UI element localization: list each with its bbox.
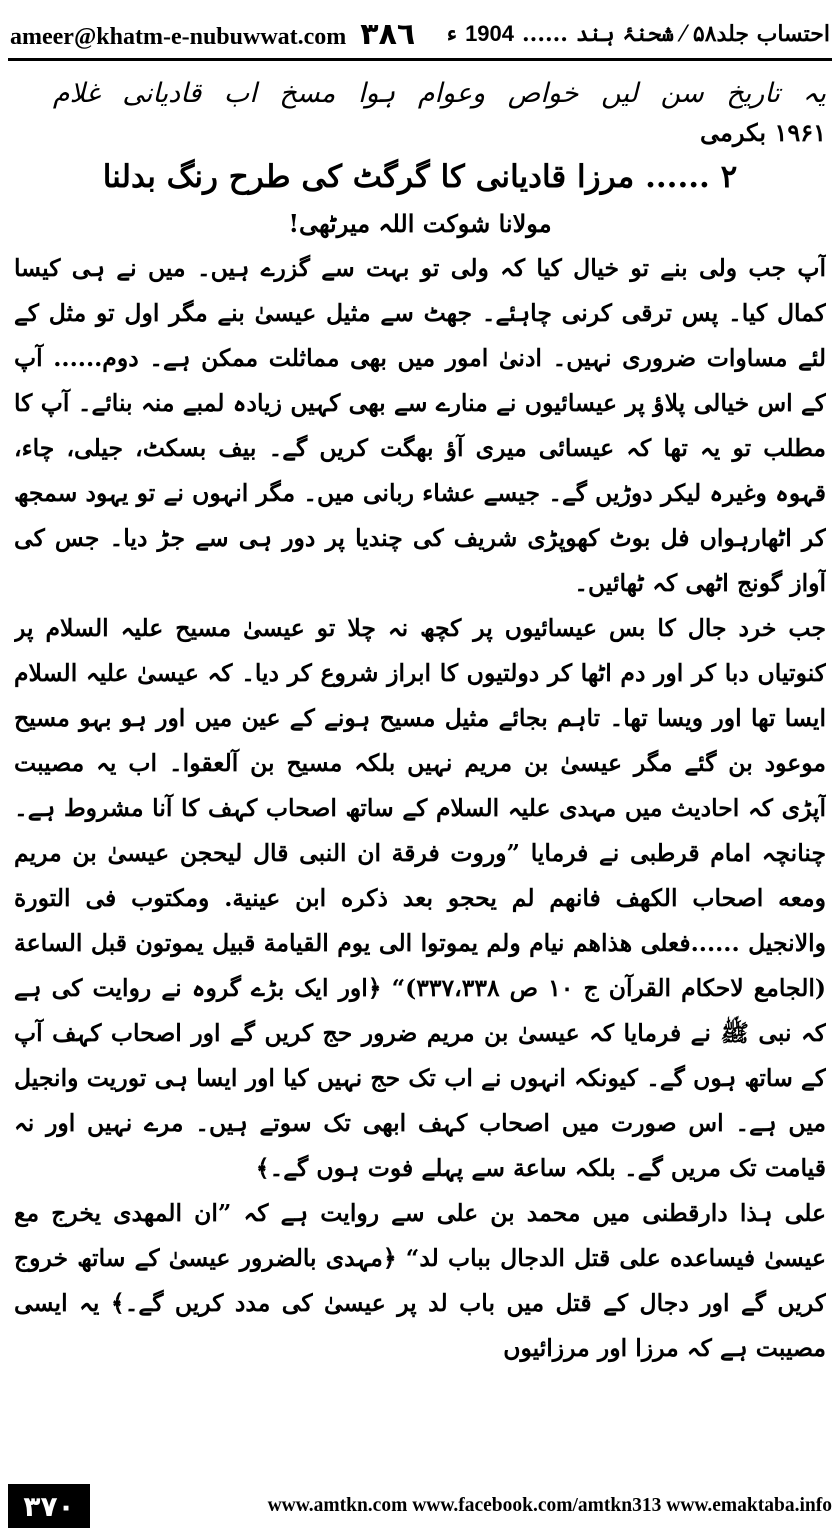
paragraph: جب خرد جال کا بس عیسائیوں پر کچھ نہ چلا تو عیسیٰ مسیح علیہ السلام پر کنوتیاں دبا کر اور دم اٹھا کر دولتیوں کا ابراز شروع کر دیا۔ کہ عیسیٰ علیہ السلام ایسا تھا اور ویسا تھا۔ تاہم بجائے مثیل مسیح ہونے کے عین میں اور ہو بہو مسیح موعود بن گئے مگر عیسیٰ بن مریم نہیں بلکہ مسیح بن آلعقوا۔ اب یہ مصیبت آپڑی کہ احادیث میں مہدی علیہ السلام کے ساتھ اصحاب کہف کا آنا مشروط ہے۔ چنانچہ امام قرطبی نے فرمایا ”وروت فرقة ان النبی قال لیحجن عیسیٰ بن مریم ومعه اصحاب الکهف فانهم لم یحجو بعد ذکره ابن عینیة. ومکتوب فی التورة والانجیل ......فعلی هذاهم نیام ولم یموتوا الی یوم القیامة قبیل یموتون قبل الساعة (الجامع لاحکام القرآن ج ۱۰ ص ۳۳۷،۳۳۸)“ ﴿اور ایک بڑے گروہ نے روایت کی ہے کہ نبی ﷺ نے فرمایا کہ عیسیٰ بن مریم ضرور حج کریں گے اور اصحاب کہف آپ کے ساتھ ہوں گے۔ کیونکہ انہوں نے اب تک حج نہیں کیا اور ایسا ہی توریت وانجیل میں ہے۔ اس صورت میں اصحاب کہف ابھی تک سوتے ہیں۔ مرے نہیں اور نہ قیامت تک مریں گے۔ بلکہ ساعة سے پہلے فوت ہوں گے۔﴾ [14, 614, 826, 1182]
section-author: مولانا شوکت اللہ میرٹھی! [288, 209, 552, 238]
header-volume: احتساب جلد۵۸ ⁄ شحنۂ ہند [575, 21, 830, 47]
header-page-number: ۳۸٦ [360, 16, 416, 52]
verse-line: یہ تاریخ سن لیں خواص وعوام ہوا مسخ اب قادیانی غلام [52, 78, 826, 109]
header-left [10, 17, 415, 52]
header-divider [8, 58, 832, 61]
paragraph: آپ جب ولی بنے تو خیال کیا کہ ولی تو بہت سے گزرے ہیں۔ میں نے ہی کیسا کمال کیا۔ پس ترقی کرنی چاہئے۔ جھٹ سے مثیل عیسیٰ بنے مگر اول تو مثل کے لئے مساوات ضروری نہیں۔ ادنیٰ امور میں بھی مماثلت ممکن ہے۔ دوم...... آپ کے اس خیالی پلاؤ پر عیسائیوں نے منارے سے بھی کہیں زیادہ لمبے منہ بنائے۔ آپ کا مطلب تو یہ تھا کہ عیسائی میری آؤ بھگت کریں گے۔ بیف بسکٹ، جیلی، چاء، قہوہ وغیرہ لیکر دوڑیں گے۔ جیسے عشاء ربانی میں۔ مگر انہوں نے تو یہود سمجھ کر اٹھارہواں فل بوٹ کھوپڑی شریف کی چندیا پر دور ہی سے جڑ دیا۔ جس کی آواز گونج اٹھی کہ ٹھائیں۔ [14, 254, 826, 597]
paragraph: علی ہذا دارقطنی میں محمد بن علی سے روایت ہے کہ ”ان المهدی یخرج مع عیسیٰ فیساعده علی قتل الدجال بباب لد“ ﴿مہدی بالضرور عیسیٰ کے ساتھ خروج کریں گے اور دجال کے قتل میں باب لد پر عیسیٰ کی مدد کریں گے۔﴾ یہ ایسی مصیبت ہے کہ مرزا اور مرزائیوں [14, 1199, 826, 1362]
footer-page-number: ۳۷۰ [8, 1484, 90, 1528]
page-header [10, 14, 830, 54]
section-title: ۲ ...... مرزا قادیانی کا گرگٹ کی طرح رنگ بدلنا [102, 159, 738, 195]
header-right [439, 21, 830, 47]
header-email[interactable]: ameer@khatm-e-nubuwwat.com [10, 23, 347, 50]
verse-tag: ۱۹۶۱ بکرمی [700, 118, 826, 147]
header-year: 1904 [465, 21, 515, 46]
header-dots: ...... [522, 21, 568, 47]
page-footer [8, 1478, 832, 1534]
header-year-suffix: ء [446, 21, 458, 47]
page-body [14, 72, 826, 1464]
footer-links[interactable]: www.amtkn.com www.facebook.com/amtkn313 www.emaktaba.info [267, 1495, 832, 1516]
